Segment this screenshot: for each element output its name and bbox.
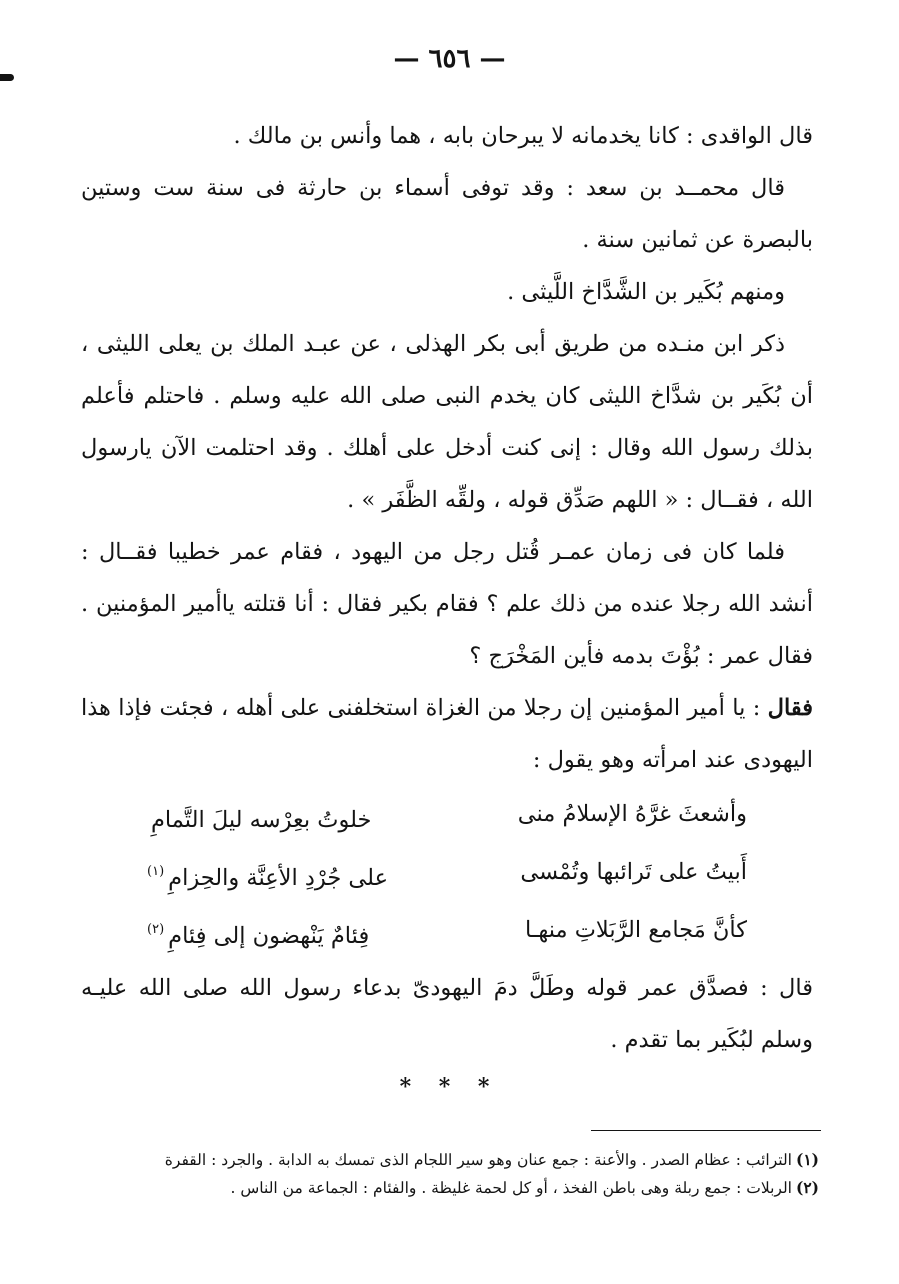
verse-second-text: خلوتُ بعِرْسه ليلَ التَّمامِ xyxy=(151,807,372,833)
paragraph-3: ومنهم بُكَير بن الشَّدَّاخ اللَّيثى . xyxy=(507,279,785,305)
verse-second-text: على جُرْدِ الأعِنَّة والحِزامِ xyxy=(168,865,389,891)
paragraph-6-text: : يا أمير المؤمنين إن رجلا من الغزاة استخلفنى على أهله ، فجئت فإذا هذا اليهودى عند امرأته وهو يقول : xyxy=(81,695,813,773)
paragraph-6 xyxy=(81,682,813,786)
page-number: — ٦٥٦ — xyxy=(393,44,506,74)
footnote-ref: (١) xyxy=(147,864,165,879)
footnote-text: الربلات : جمع ربلة وهى باطن الفخذ ، أو كل لحمة غليظة . والفئام : الجماعة من الناس . xyxy=(230,1179,792,1197)
main-text xyxy=(81,110,813,1066)
poem xyxy=(147,788,747,962)
footnote-ref: (٢) xyxy=(147,922,165,937)
paragraph-7: قال : فصدَّق عمر قوله وطَلَّ دمَ اليهودىّ بدعاء رسول الله صلى الله عليـه وسلم لبُكَير بما تقدم . xyxy=(81,975,813,1053)
paragraph-2: قال محمــد بن سعد : وقد توفى أسماء بن حارثة فى سنة ست وستين بالبصرة عن ثمانين سنة . xyxy=(81,175,813,253)
verse-second-hemistich xyxy=(147,788,371,846)
footnote xyxy=(79,1146,819,1174)
poem-verse xyxy=(147,846,747,904)
paragraph-6-lead: فقال xyxy=(767,695,813,721)
poem-verse xyxy=(147,788,747,846)
margin-mark xyxy=(0,74,14,81)
verse-first-hemistich: أَبيتُ على تَرائبها وتُمْسى xyxy=(520,859,747,885)
footnote-divider xyxy=(591,1130,821,1131)
footnotes xyxy=(79,1146,819,1202)
verse-second-text: فِئامٌ يَنْهضون إلى فِئامِ xyxy=(168,923,370,949)
footnote-text: الترائب : عظام الصدر . والأعنة : جمع عنان وهو سير اللجام الذى تمسك به الدابة . والجرد : القفرة xyxy=(164,1151,792,1169)
footnote xyxy=(79,1174,819,1202)
verse-second-hemistich xyxy=(147,846,388,904)
section-separator: * * * xyxy=(399,1074,500,1100)
verse-second-hemistich xyxy=(147,904,369,962)
paragraph-4: ذكر ابن منـده من طريق أبى بكر الهذلى ، عن عبـد الملك بن يعلى الليثى ، أن بُكَير بن شدَّاخ الليثى كان يخدم النبى صلى الله عليه وسلم . فاحتلم فأعلم بذلك رسول الله وقال : إنى كنت أدخل على أهلك . وقد احتلمت الآن يارسول الله ، فقــال : « اللهم صَدِّق قوله ، ولقِّه الظَّفَر » . xyxy=(81,331,813,513)
paragraph-5: فلما كان فى زمان عمـر قُتل رجل من اليهود ، فقام عمر خطيبا فقــال : أنشد الله رجلا عنده من ذلك علم ؟ فقام بكير فقال : أنا قتلته ياأمير المؤمنين . فقال عمر : بُؤْتَ بدمه فأين المَخْرَج ؟ xyxy=(81,539,813,669)
verse-first-hemistich: كأنَّ مَجامع الرَّبَلاتِ منهـا xyxy=(524,917,747,943)
verse-first-hemistich: وأشعثَ غرَّهُ الإسلامُ منى xyxy=(517,801,747,827)
paragraph-1: قال الواقدى : كانا يخدمانه لا يبرحان بابه ، هما وأنس بن مالك . xyxy=(233,123,813,149)
footnote-number: (٢) xyxy=(795,1178,819,1197)
footnote-number: (١) xyxy=(795,1150,819,1169)
poem-verse xyxy=(147,904,747,962)
